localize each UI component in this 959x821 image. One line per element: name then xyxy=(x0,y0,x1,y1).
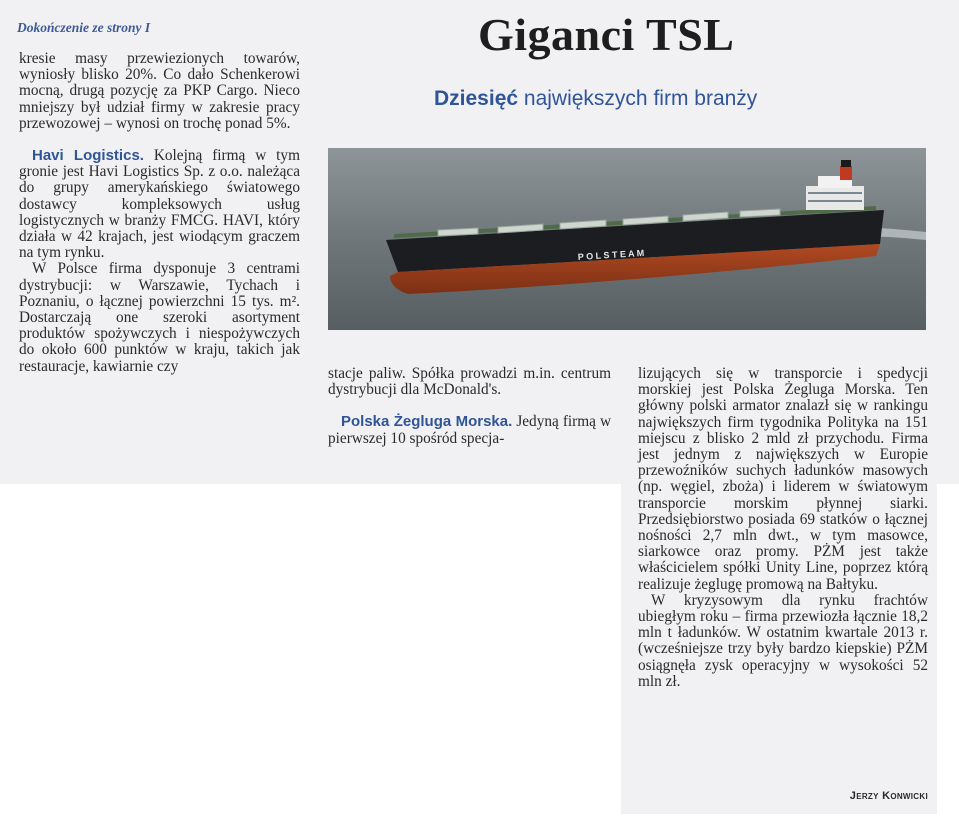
hull-lettering: P O L S T E A M xyxy=(577,247,645,262)
column-2 xyxy=(328,366,611,447)
lead-pzm: Polska Żegluga Morska. xyxy=(341,413,513,431)
column-1 xyxy=(19,51,300,375)
author-signature: Jerzy Konwicki xyxy=(849,790,928,802)
subtitle-rest: największych firm branży xyxy=(518,87,758,110)
ship-photo xyxy=(328,148,926,330)
lead-havi: Havi Logistics. xyxy=(32,147,144,165)
column-3 xyxy=(638,366,928,690)
paragraph: lizujących się w transporcie i spedycji morskiej jest Polska Żegluga Morska. Ten główny polski armator znalazł się w rankingu największych firm tygodnika Polityka na 151 miejscu z blisko 2 mld zł przychodu. Firma jest jednym z największych w Europie przewoźników suchych ładunków masowych (np. węgiel, zboża) i liderem w światowym transporcie morskim płynnej siarki. Przedsiębiorstwo posiada 69 statków o łącznej nośności 2,7 mln dwt., w tym masowce, siarkowce oraz promy. PŻM jest także właścicielem spółki Unity Line, poprzez którą realizuje żeglugę promową na Bałtyku. xyxy=(638,365,928,593)
paragraph: kresie masy przewiezionych towarów, wyniosły blisko 20%. Co dało Schenkerowi mocną, drugą pozycję za PKP Cargo. Nieco mniejszy był udział firmy w zakresie pracy przewozowej – wynosi on trochę ponad 5%. xyxy=(19,50,300,132)
havi-text: Kolejną firmą w tym gronie jest Havi Logistics Sp. z o.o. należąca do grupy amerykańskiego światowego dostawcy kompleksowych usług logistycznych w branży FMCG. HAVI, który działa w 42 krajach, jest wiodącym graczem na tym rynku. xyxy=(19,147,300,262)
bulk-carrier-image xyxy=(328,148,926,330)
paragraph-havi xyxy=(19,148,300,261)
article-title: Giganci TSL xyxy=(478,9,735,60)
paragraph: W Polsce firma dysponuje 3 centrami dystrybucji: w Warszawie, Tychach i Poznaniu, o łącznej powierzchni 15 tys. m². Dostarczają one szeroki asortyment produktów spożywczych i niespożywczych do około 600 punktów w kraju, takich jak restauracje, kawiarnie czy xyxy=(19,260,300,375)
continuation-note: Dokończenie ze strony I xyxy=(17,20,151,35)
subtitle-bold: Dziesięć xyxy=(434,87,519,110)
paragraph: W kryzysowym dla rynku frachtów ubiegłym roku – firma przewiozła łącznie 18,2 mln t ładunków. W ostatnim kwartale 2013 r. (wcześniejsze trzy były bardzo kiepskie) PŻM osiągnęła zysk operacyjny w wysokości 52 mln zł. xyxy=(638,591,928,690)
paragraph: stacje paliw. Spółka prowadzi m.in. centrum dystrybucji dla McDonald's. xyxy=(328,365,611,399)
paragraph-pzm xyxy=(328,414,611,446)
article-subtitle xyxy=(434,87,757,111)
pzm-text: Jedyną firmą w pierwszej 10 spośród specja- xyxy=(328,413,612,447)
